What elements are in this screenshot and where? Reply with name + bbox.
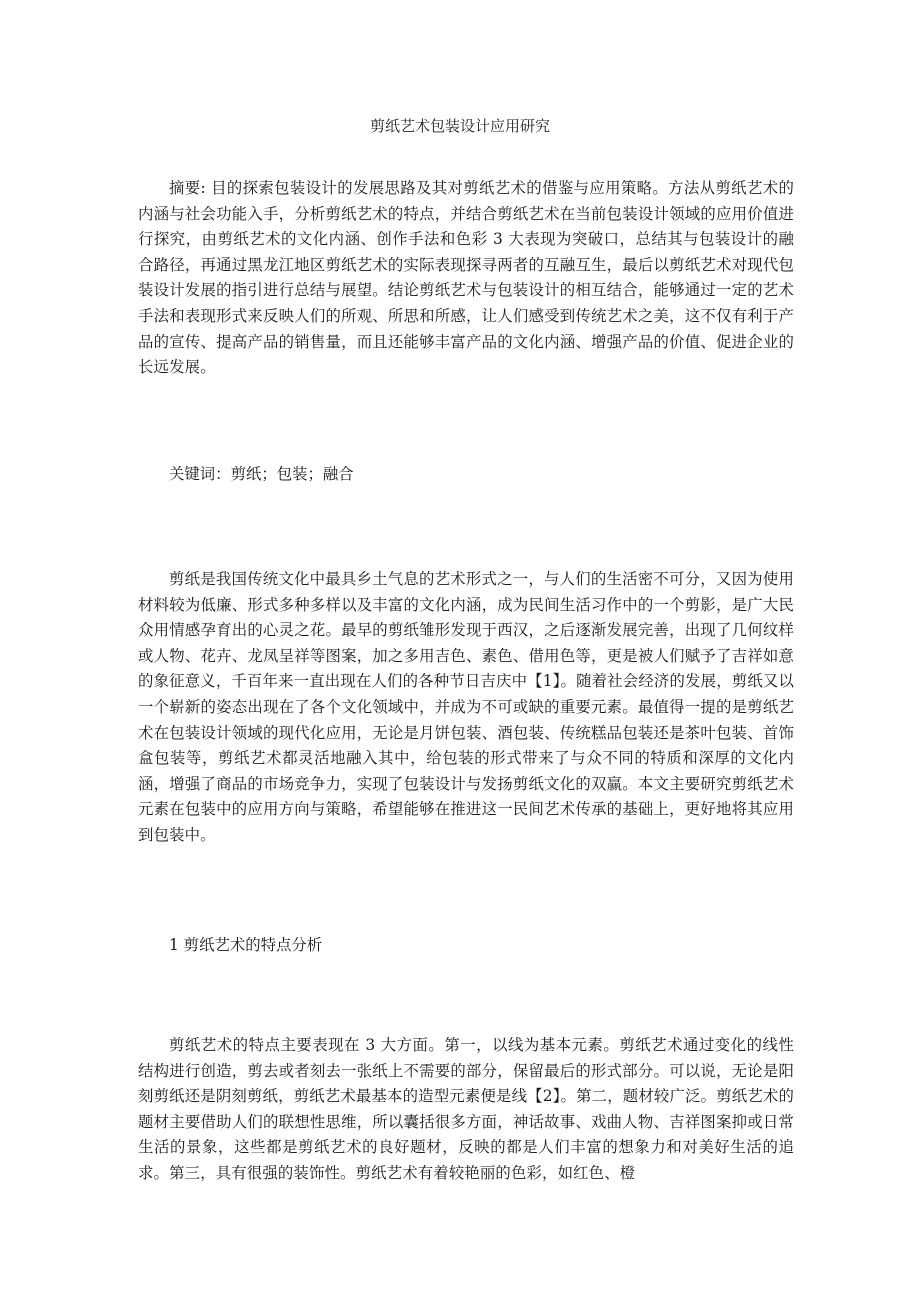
section-heading-1: 1 剪纸艺术的特点分析 (169, 936, 323, 954)
document-title: 剪纸艺术包装设计应用研究 (369, 117, 550, 135)
abstract-paragraph (138, 176, 794, 381)
abstract-label: 摘要: (169, 179, 206, 197)
abstract-text: 目的探索包装设计的发展思路及其对剪纸艺术的借鉴与应用策略。方法从剪纸艺术的内涵与社会功能入手，分析剪纸艺术的特点，并结合剪纸艺术在当前包装设计领域的应用价值进行探究，由剪纸艺术的文化内涵、创作手法和色彩 3 大表现为突破口，总结其与包装设计的融合路径，再通过黑龙江地区剪纸艺术的实际表现探寻两者的互融互生，最后以剪纸艺术对现代包装设计发展的指引进行总结与展望。结论剪纸艺术与包装设计的相互结合，能够通过一定的艺术手法和表现形式来反映人们的所观、所思和所感，让人们感受到传统艺术之美，这不仅有利于产品的宣传、提高产品的销售量，而且还能够丰富产品的文化内涵、增强产品的价值、促进企业的长远发展。 (138, 179, 794, 377)
intro-paragraph: 剪纸是我国传统文化中最具乡土气息的艺术形式之一，与人们的生活密不可分，又因为使用材料较为低廉、形式多种多样以及丰富的文化内涵，成为民间生活习作中的一个剪影，是广大民众用情感孕育出的心灵之花。最早的剪纸雏形发现于西汉，之后逐渐发展完善，出现了几何纹样或人物、花卉、龙凤呈祥等图案，加之多用吉色、素色、借用色等，更是被人们赋予了吉祥如意的象征意义，千百年来一直出现在人们的各种节日吉庆中【1】。随着社会经济的发展，剪纸又以一个崭新的姿态出现在了各个文化领域中，并成为不可或缺的重要元素。最值得一提的是剪纸艺术在包装设计领域的现代化应用，无论是月饼包装、酒包装、传统糕品包装还是茶叶包装、首饰盒包装等，剪纸艺术都灵活地融入其中，给包装的形式带来了与众不同的特质和深厚的文化内涵，增强了商品的市场竞争力，实现了包装设计与发扬剪纸文化的双赢。本文主要研究剪纸艺术元素在包装中的应用方向与策略，希望能够在推进这一民间艺术传承的基础上，更好地将其应用到包装中。 (138, 570, 794, 844)
section1-paragraph: 剪纸艺术的特点主要表现在 3 大方面。第一，以线为基本元素。剪纸艺术通过变化的线性结构进行创造，剪去或者刻去一张纸上不需要的部分，保留最后的形式部分。可以说，无论是阳刻剪纸还是阴刻剪纸，剪纸艺术最基本的造型元素便是线【2】。第二，题材较广泛。剪纸艺术的题材主要借助人们的联想性思维，所以囊括很多方面，神话故事、戏曲人物、吉祥图案抑或日常生活的景象，这些都是剪纸艺术的良好题材，反映的都是人们丰富的想象力和对美好生活的追求。第三，具有很强的装饰性。剪纸艺术有着较艳丽的色彩，如红色、橙 (138, 1036, 794, 1182)
keywords-line: 关键词：剪纸；包装；融合 (169, 465, 354, 483)
